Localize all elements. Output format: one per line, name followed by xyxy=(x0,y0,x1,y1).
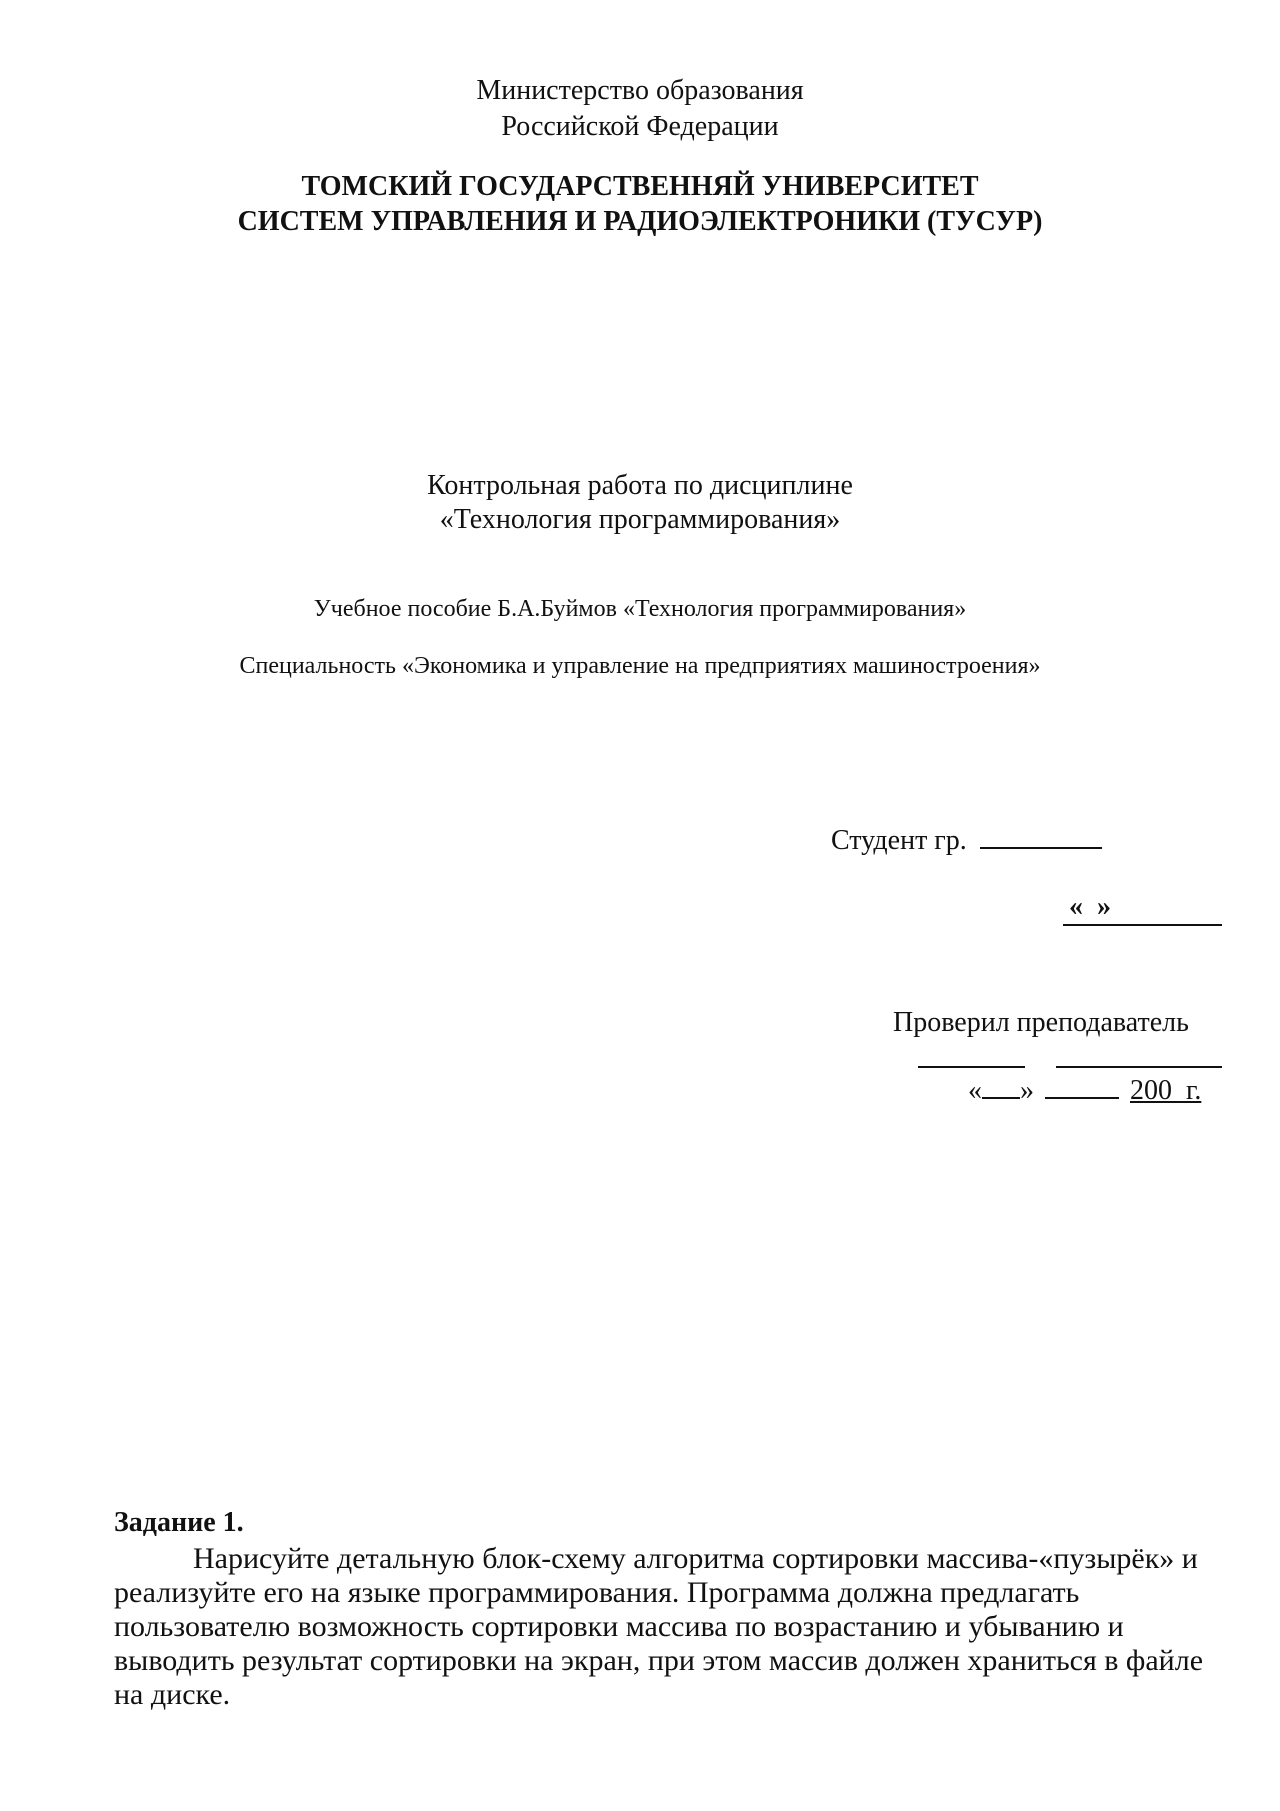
ministry-line-1: Министерство образования xyxy=(476,75,804,106)
checked-by-label: Проверил преподаватель xyxy=(893,1007,1189,1038)
teacher-signature-blank xyxy=(918,1066,1025,1068)
specialty-line: Специальность «Экономика и управление на предприятиях машиностроения» xyxy=(239,653,1041,679)
work-title-line-2: «Технология программирования» xyxy=(439,504,841,535)
day-blank xyxy=(982,1097,1020,1099)
student-date-quotes: « » xyxy=(1069,891,1111,922)
student-label: Студент гр. xyxy=(831,825,967,856)
student-group-line xyxy=(831,824,1102,858)
work-title-line-1: Контрольная работа по дисциплине xyxy=(427,470,853,501)
textbook-line: Учебное пособие Б.А.Буймов «Технология программирования» xyxy=(313,596,967,622)
university-line-2: СИСТЕМ УПРАВЛЕНИЯ И РАДИОЭЛЕКТРОНИКИ (ТУСУР) xyxy=(237,206,1043,237)
check-date-line xyxy=(968,1074,1201,1108)
task-heading: Задание 1. xyxy=(114,1507,244,1538)
ministry-line-2: Российской Федерации xyxy=(501,111,779,142)
month-blank xyxy=(1045,1097,1119,1099)
date-close-quote: » xyxy=(1020,1075,1034,1106)
university-line-1: ТОМСКИЙ ГОСУДАРСТВЕННЯЙ УНИВЕРСИТЕТ xyxy=(301,171,979,202)
student-date-line xyxy=(1063,890,1222,926)
task-text: Нарисуйте детальную блок-схему алгоритма сортировки массива-«пузырёк» и реализуйте его на языке программирования. Программа должна предлагать пользователю возможность сортировки массива по возрастанию и убыванию и выводить результат сортировки на экран, при этом массив должен храниться в файле на диске. xyxy=(114,1542,1204,1711)
student-group-blank xyxy=(980,847,1102,849)
teacher-name-blank xyxy=(1056,1066,1222,1068)
year-field: 200 г. xyxy=(1130,1075,1202,1106)
date-open-quote: « xyxy=(968,1075,982,1106)
